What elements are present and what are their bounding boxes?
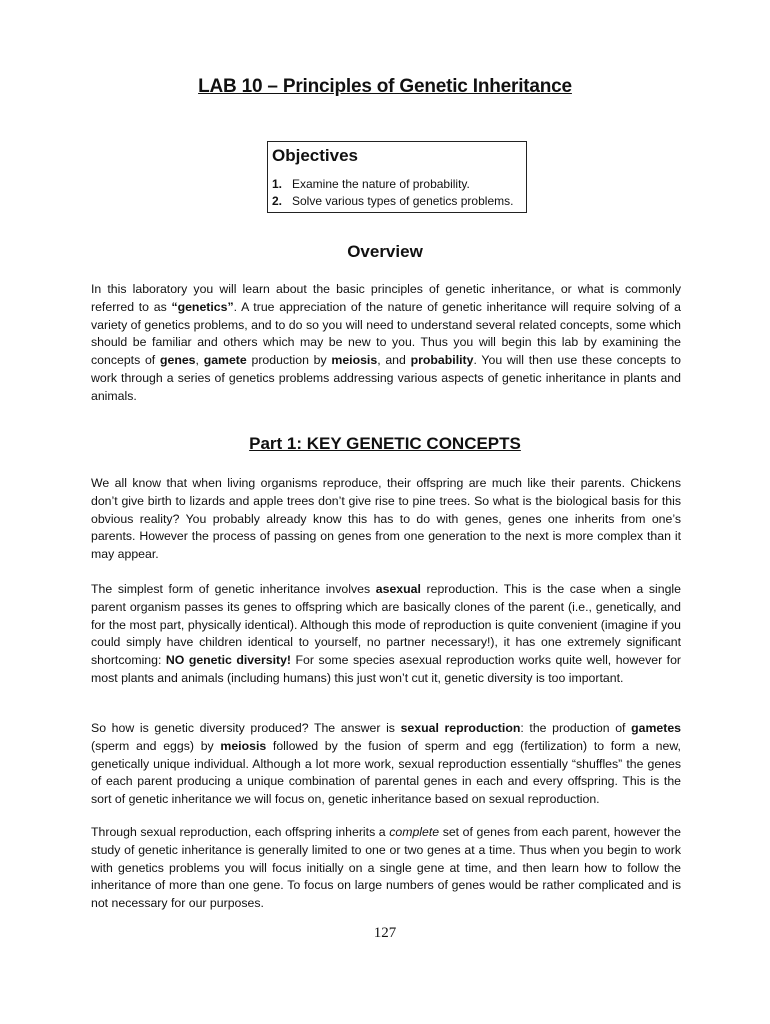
objective-number: 2.	[272, 194, 283, 208]
objectives-box	[267, 141, 527, 213]
text-run: set of genes from each parent, however the study of genetic inheritance is generally limited to one or two genes at a time. Thus when you begin to work with genetics problems you will focus initially on a single gene at time, and then learn how to follow the inheritance of more than one gene. To focus on large numbers of genes would be rather complicated and is not necessary for our purposes.	[91, 825, 681, 911]
text-run: : the production of	[520, 721, 632, 735]
objective-number: 1.	[272, 177, 283, 191]
objectives-list	[272, 176, 522, 210]
text-run: . A true appreciation of the nature of genetic inheritance will require solving of a variety of genetics problems, and to do so you will need to understand several related concepts, some which should be familiar and others which may be new to you. Thus you will begin this lab by examining the concepts of	[91, 299, 681, 368]
text-run: In this laboratory you will learn about the basic principles of genetic inheritance, or what is commonly referred to as	[91, 282, 681, 314]
text-run: So how is genetic diversity produced? The answer is	[91, 721, 401, 735]
objective-item	[272, 176, 522, 193]
overview-heading: Overview	[347, 242, 423, 261]
bold-term: “genetics”	[171, 299, 234, 314]
bold-term: sexual reproduction	[400, 721, 521, 735]
text-run: For some species asexual reproduction works quite well, however for most plants and animals (including humans) this just won’t cut it, genetic diversity is too important.	[91, 653, 682, 685]
part1-paragraph-3	[91, 720, 681, 809]
part1-paragraph-4	[91, 824, 681, 913]
text-run: Through sexual reproduction, each offspring inherits a	[91, 825, 390, 839]
bold-term: meiosis	[331, 353, 378, 368]
italic-term: complete	[389, 825, 440, 839]
bold-term: meiosis	[220, 738, 267, 753]
page-number: 127	[373, 925, 397, 941]
part1-heading: Part 1: KEY GENETIC CONCEPTS	[249, 434, 521, 453]
objectives-heading: Objectives	[272, 146, 358, 165]
text-run: . You will then use these concepts to work through a series of genetics problems addressing various aspects of genetic inheritance in plants and animals.	[91, 353, 681, 403]
text-run: The simplest form of genetic inheritance involves	[91, 582, 376, 596]
objective-item	[272, 193, 522, 210]
part1-paragraph-1: We all know that when living organisms reproduce, their offspring are much like their parents. Chickens don’t give birth to lizards and apple trees don’t give rise to pine trees. So what is the biological basis for this obvious reality? You probably already know this has to do with genes, genes one inherits from one’s parents. However the process of passing on genes from one generation to the next is more complex than it may appear.	[91, 476, 681, 562]
lab-title: LAB 10 – Principles of Genetic Inheritance	[198, 76, 572, 97]
text-run: (sperm and eggs) by	[91, 738, 221, 753]
text-run: ,	[195, 353, 204, 368]
objective-text: Solve various types of genetics problems.	[292, 194, 514, 208]
text-run: reproduction. This is the case when a single parent organism passes its genes to offspring which are basically clones of the parent (i.e., genetically, and for the most part, physically identical). Although this mode of reproduction is quite convenient (imagine if you could simply have children identical to yourself, no partner necessary!), it has one extremely significant shortcoming:	[91, 582, 681, 668]
bold-term: gamete	[203, 353, 247, 368]
bold-term: probability	[410, 353, 474, 368]
objective-text: Examine the nature of probability.	[292, 177, 470, 191]
text-run: , and	[377, 353, 411, 368]
text-run: production by	[246, 353, 332, 368]
bold-term: gametes	[631, 721, 682, 735]
text-run: followed by the fusion of sperm and egg (fertilization) to form a new, genetically unique individual. Although a lot more work, sexual reproduction essentially “shuffles” the genes of each parent producing a unique combination of parental genes in each and every offspring. This is the sort of genetic inheritance we will focus on, genetic inheritance based on sexual reproduction.	[91, 738, 681, 807]
bold-term: genes	[159, 353, 196, 368]
overview-paragraph	[91, 281, 681, 406]
bold-term: NO genetic diversity!	[165, 653, 292, 668]
bold-term: asexual	[375, 582, 421, 596]
part1-paragraph-2	[91, 581, 681, 688]
